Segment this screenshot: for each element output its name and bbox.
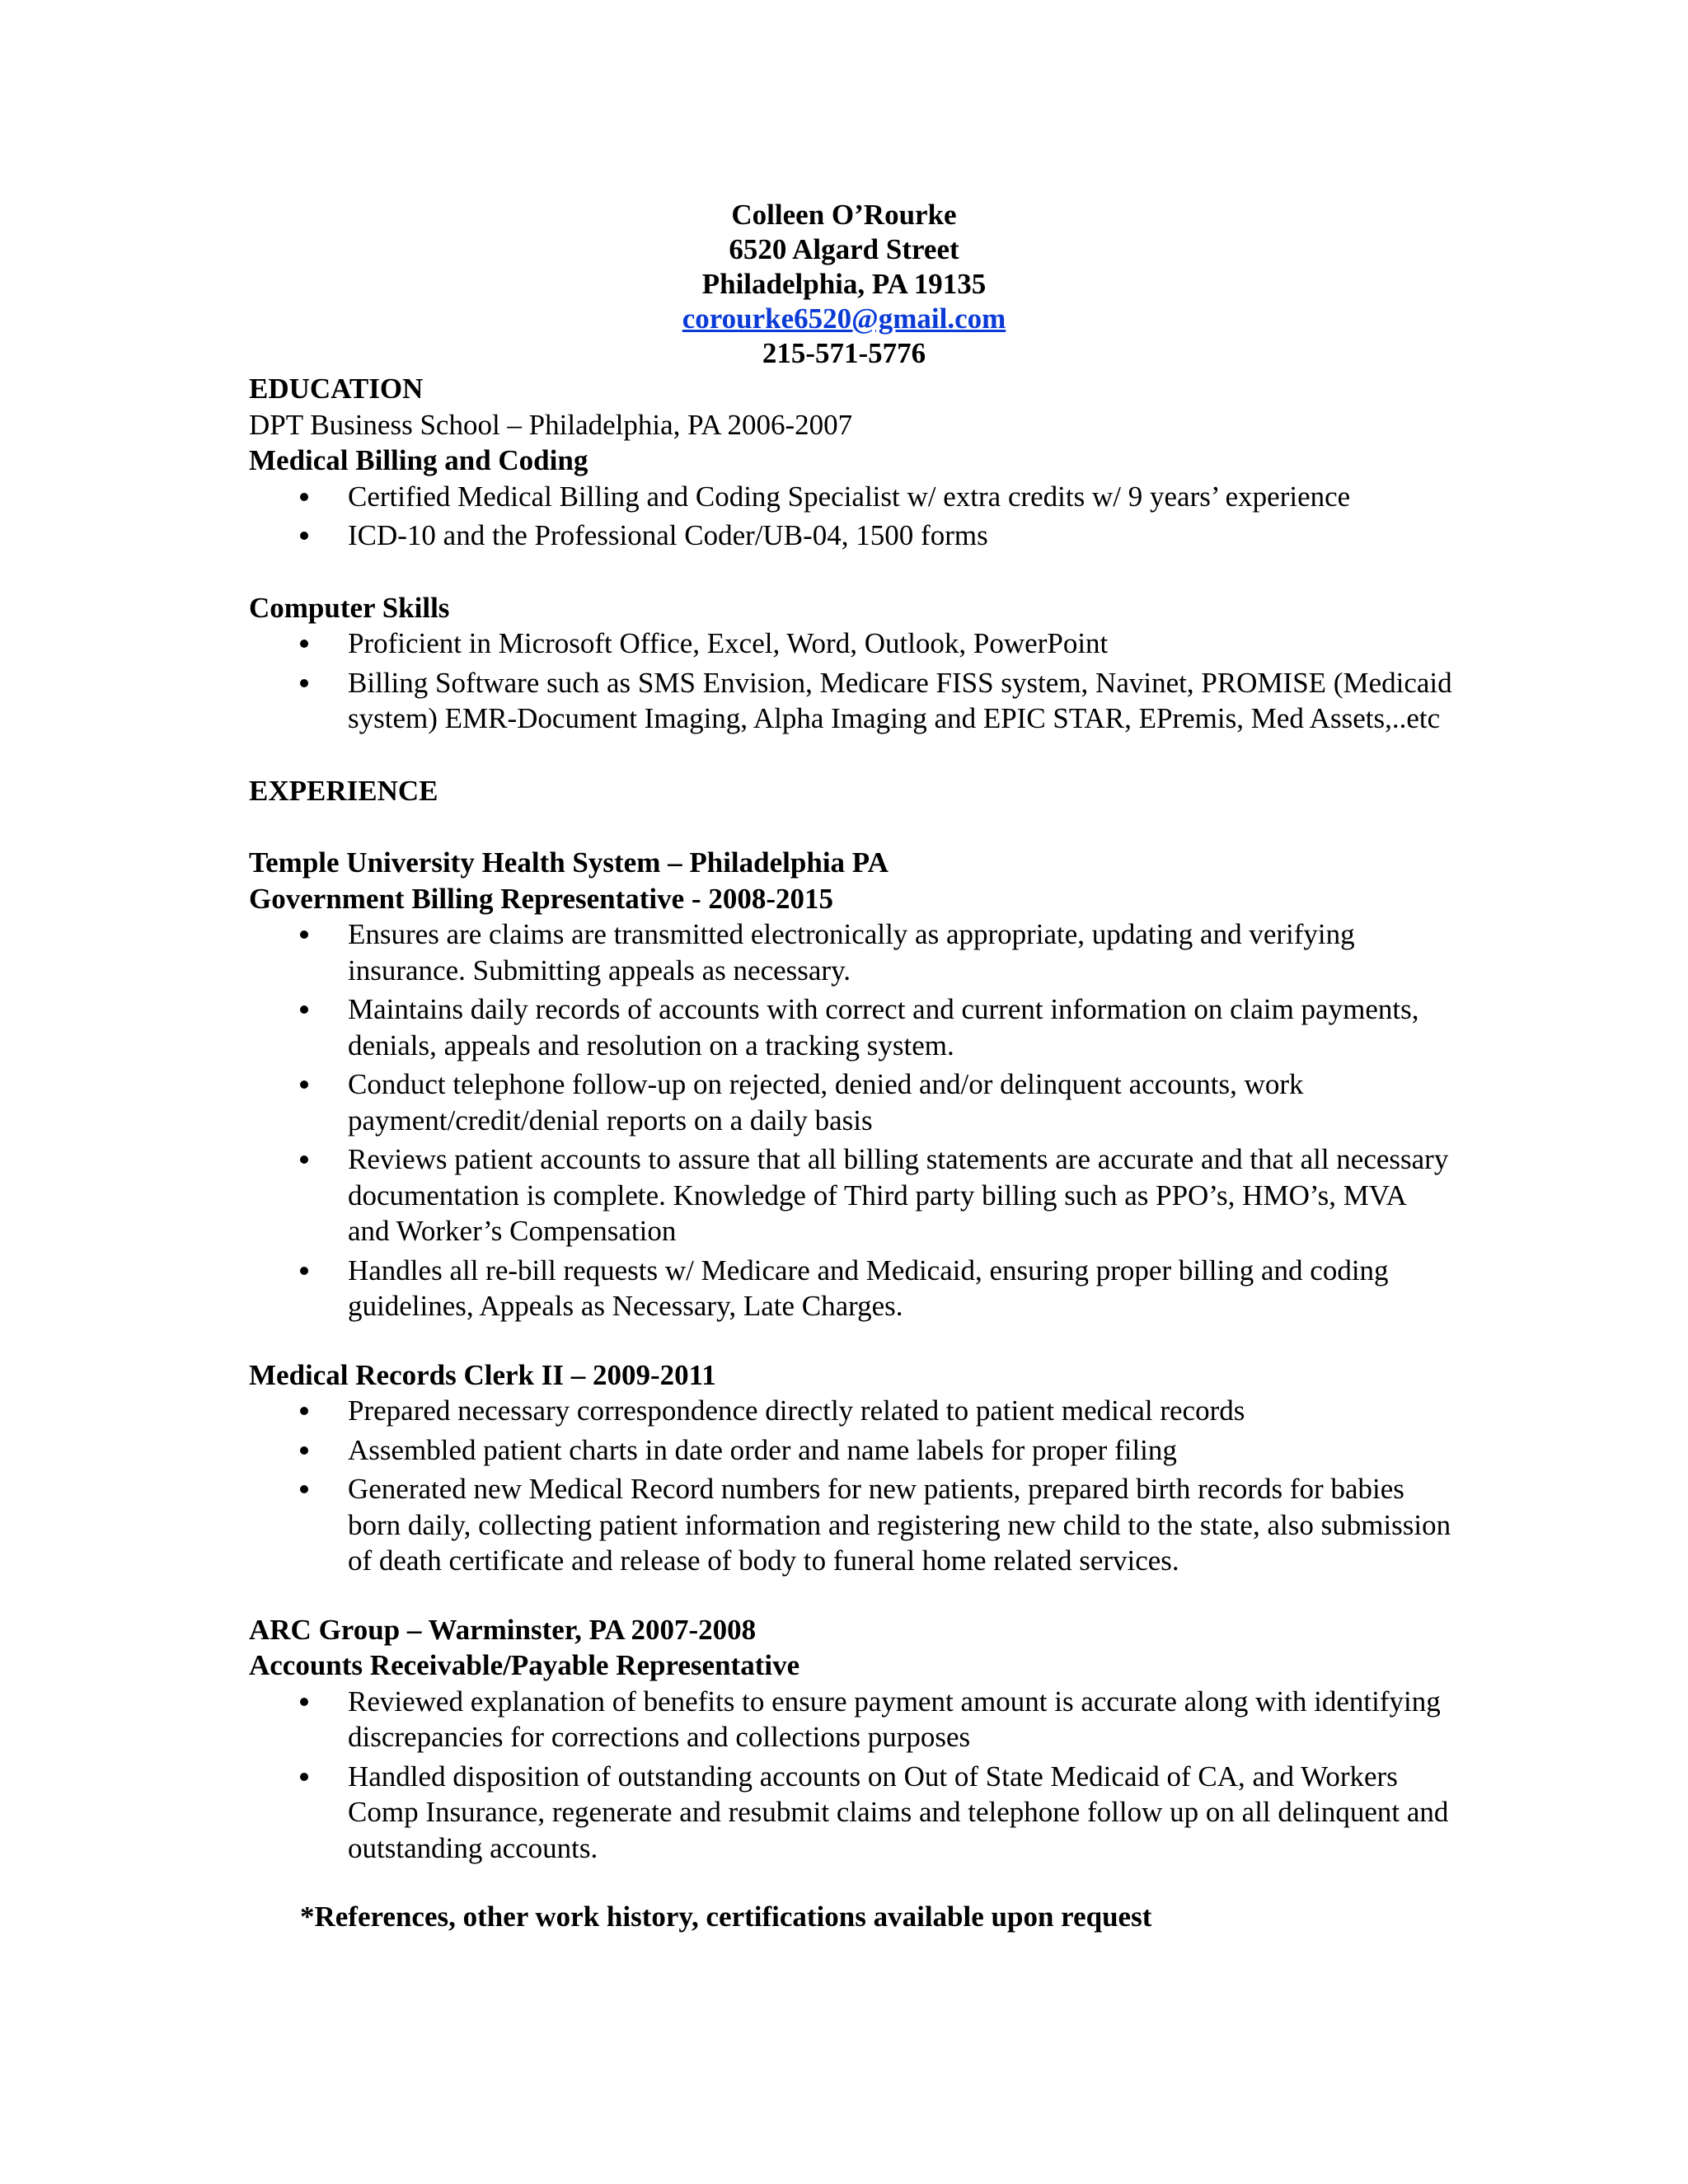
list-item: Reviews patient accounts to assure that all billing statements are accurate and that all necessary documentation is complete. Knowledge of Third party billing such as PPO’s, HMO’s, MVA and Worker’s Compensation <box>249 1141 1452 1249</box>
resume-body <box>249 371 1452 1935</box>
job-title: Accounts Receivable/Payable Representative <box>249 1649 800 1681</box>
list-item: Assembled patient charts in date order and name labels for proper filing <box>249 1432 1452 1469</box>
list-item: Certified Medical Billing and Coding Specialist w/ extra credits w/ 9 years’ experience <box>249 479 1452 515</box>
job-employer: Temple University Health System – Philadelphia PA <box>249 846 889 879</box>
list-item: Ensures are claims are transmitted electronically as appropriate, updating and verifying insurance. Submitting appeals as necessary. <box>249 916 1452 988</box>
list-item: Conduct telephone follow-up on rejected, denied and/or delinquent accounts, work payment/credit/denial reports on a daily basis <box>249 1066 1452 1138</box>
email-link[interactable]: corourke6520@gmail.com <box>682 302 1006 335</box>
list-item: Billing Software such as SMS Envision, Medicare FISS system, Navinet, PROMISE (Medicaid system) EMR-Document Imaging, Alpha Imaging and EPIC STAR, EPremis, Med Assets,..etc <box>249 665 1452 737</box>
list-item: ICD-10 and the Professional Coder/UB-04, 1500 forms <box>249 518 1452 554</box>
city-state-zip: Philadelphia, PA 19135 <box>701 268 987 300</box>
applicant-name: Colleen O’Rourke <box>731 199 957 231</box>
list-item: Prepared necessary correspondence directly related to patient medical records <box>249 1393 1452 1429</box>
list-item: Proficient in Microsoft Office, Excel, Word, Outlook, PowerPoint <box>249 626 1452 662</box>
job-employer: ARC Group – Warminster, PA 2007-2008 <box>249 1613 757 1646</box>
contact-header <box>0 198 1688 371</box>
job-duties-list <box>249 1393 1452 1579</box>
street-address: 6520 Algard Street <box>729 233 959 265</box>
references-note: *References, other work history, certifications available upon request <box>300 1900 1152 1933</box>
education-school: DPT Business School – Philadelphia, PA 2006-2007 <box>249 408 853 441</box>
job-title: Medical Records Clerk II – 2009-2011 <box>249 1358 716 1391</box>
skills-heading: Computer Skills <box>249 591 450 624</box>
job-duties-list <box>249 916 1452 1324</box>
list-item: Handled disposition of outstanding accounts on Out of State Medicaid of CA, and Workers Comp Insurance, regenerate and resubmit claims and telephone follow up on all delinquent and outstanding accounts. <box>249 1759 1452 1867</box>
job-title: Government Billing Representative - 2008-2015 <box>249 882 833 915</box>
list-item: Generated new Medical Record numbers for new patients, prepared birth records for babies born daily, collecting patient information and registering new child to the state, also submission of death certificate and release of body to funeral home related services. <box>249 1471 1452 1579</box>
education-program: Medical Billing and Coding <box>249 444 588 476</box>
list-item: Handles all re-bill requests w/ Medicare and Medicaid, ensuring proper billing and coding guidelines, Appeals as Necessary, Late Charges. <box>249 1253 1452 1324</box>
education-list <box>249 479 1452 554</box>
list-item: Reviewed explanation of benefits to ensure payment amount is accurate along with identifying discrepancies for corrections and collections purposes <box>249 1684 1452 1755</box>
job-duties-list <box>249 1684 1452 1867</box>
phone-number: 215-571-5776 <box>762 337 926 369</box>
list-item: Maintains daily records of accounts with correct and current information on claim payments, denials, appeals and resolution on a tracking system. <box>249 991 1452 1063</box>
experience-heading: EXPERIENCE <box>249 774 438 807</box>
skills-list <box>249 626 1452 737</box>
education-heading: EDUCATION <box>249 373 424 405</box>
